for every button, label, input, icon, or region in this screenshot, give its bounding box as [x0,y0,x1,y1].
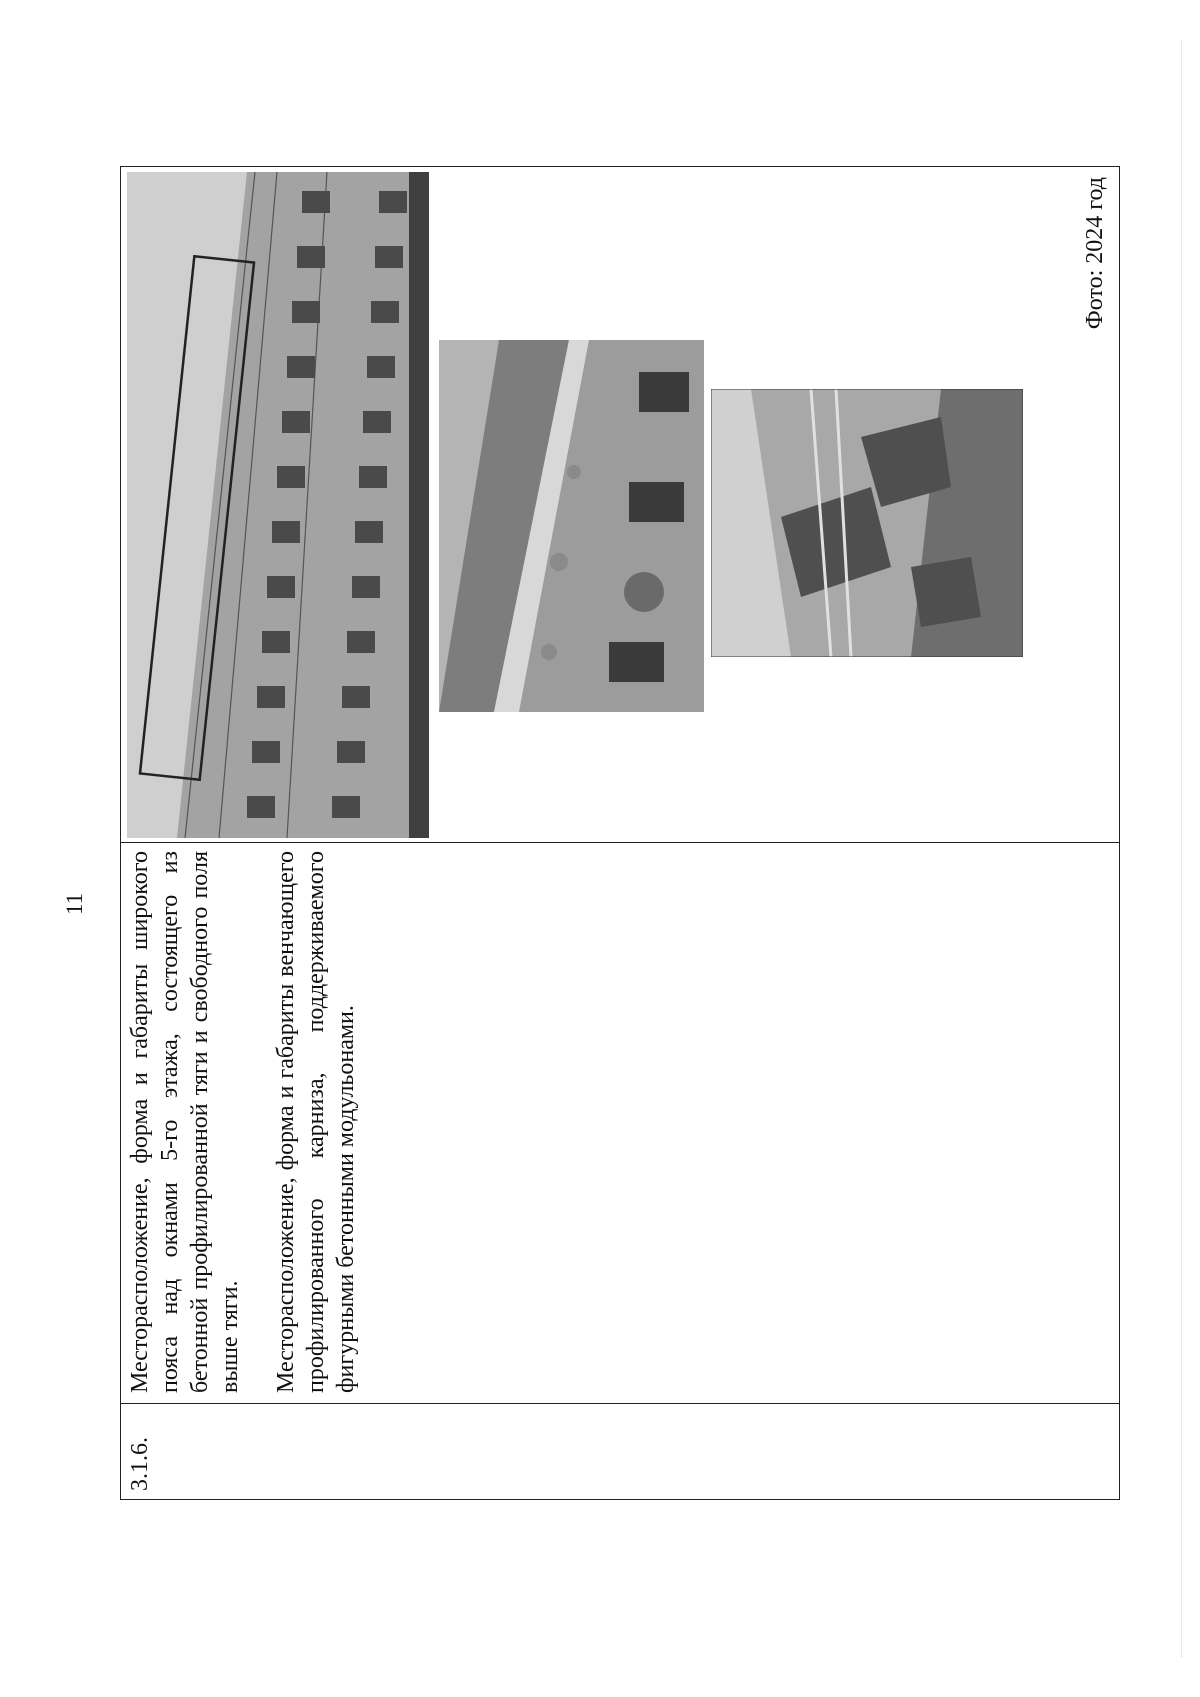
damage-detail-photo [711,389,1023,657]
cornice-photo [439,340,704,712]
facade-photo [127,172,429,838]
photo-caption: Фото: 2024 год [1082,177,1108,330]
rotated-content [62,170,1120,1500]
row-photo-cell [121,167,1120,843]
scan-edge-line [1181,40,1182,1657]
cornice-photo-image [439,340,704,712]
facade-photo-image [127,172,429,838]
description-paragraph-2: Месторасположение, форма и габариты венчающего профилированного карниза, поддерживаемого фигурными бетонными модульонами. [273,851,359,1393]
page-number: 11 [62,892,87,915]
row-number-cell [121,1404,1120,1500]
description-table [120,166,1120,1500]
description-paragraph-1: Месторасположение, форма и габариты широкого пояса над окнами 5-го этажа, состоящего из бетонной профилированной тяги и свободного поля выше тяги. [127,851,243,1393]
row-number: 3.1.6. [127,1437,153,1491]
damage-detail-photo-image [711,389,1023,657]
row-description-cell [121,843,1120,1404]
table-row [121,167,1120,1500]
